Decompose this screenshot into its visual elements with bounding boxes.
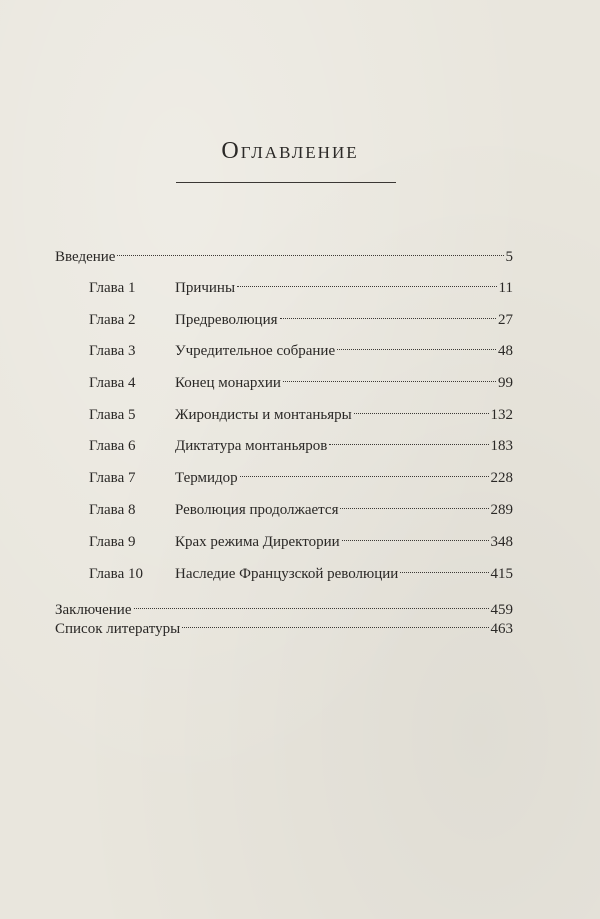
toc-entry-title: Жирондисты и монтаньяры xyxy=(175,407,352,423)
toc-entry-title: Термидор xyxy=(175,470,238,486)
toc-page-number: 99 xyxy=(498,375,513,391)
dot-leader xyxy=(237,272,497,292)
toc-entry-title: Учредительное собрание xyxy=(175,343,336,359)
chapter-label: Глава 2 xyxy=(89,312,136,328)
toc-page-number: 463 xyxy=(490,621,513,637)
dot-leader xyxy=(329,430,488,450)
toc-page-number: 459 xyxy=(490,602,513,618)
dot-leader xyxy=(337,335,496,355)
toc-page-number: 48 xyxy=(498,343,513,359)
toc-entry-title: Наследие Французской революции xyxy=(175,566,399,582)
toc-entry-title: Список литературы xyxy=(55,621,181,637)
toc-entry-title: Заключение xyxy=(55,602,132,618)
toc-entry-chapter-1[interactable] xyxy=(89,272,513,296)
toc-entry-chapter-6[interactable] xyxy=(89,430,513,454)
chapter-label: Глава 10 xyxy=(89,566,143,582)
toc-page-number: 289 xyxy=(490,502,513,518)
toc-entry-title: Крах режима Директории xyxy=(175,534,340,550)
toc-entry-chapter-5[interactable] xyxy=(89,399,513,423)
toc-entry-chapter-8[interactable] xyxy=(89,494,513,518)
chapter-label: Глава 7 xyxy=(89,470,136,486)
toc-entry-conclusion[interactable] xyxy=(55,594,513,618)
toc-entry-chapter-7[interactable] xyxy=(89,462,513,486)
dot-leader xyxy=(283,367,496,387)
dot-leader xyxy=(134,594,489,614)
toc-entry-title: Конец монархии xyxy=(175,375,281,391)
toc-page-number: 27 xyxy=(498,312,513,328)
toc-entry-chapter-3[interactable] xyxy=(89,335,513,359)
toc-entry-title: Революция продолжается xyxy=(175,502,339,518)
dot-leader xyxy=(340,494,488,514)
toc-page-number: 415 xyxy=(490,566,513,582)
toc-entry-bibliography[interactable] xyxy=(55,613,513,637)
chapter-label: Глава 1 xyxy=(89,280,136,296)
page-title: Оглавление xyxy=(221,138,359,164)
toc-entry-chapter-2[interactable] xyxy=(89,304,513,328)
chapter-label: Глава 8 xyxy=(89,502,136,518)
dot-leader xyxy=(117,241,503,261)
chapter-label: Глава 4 xyxy=(89,375,136,391)
chapter-label: Глава 6 xyxy=(89,438,136,454)
chapter-label: Глава 5 xyxy=(89,407,136,423)
toc-entry-chapter-10[interactable] xyxy=(89,558,513,582)
toc-entry-intro[interactable] xyxy=(55,241,513,265)
toc-page-number: 5 xyxy=(505,249,513,265)
dot-leader xyxy=(182,613,488,633)
toc-page-number: 132 xyxy=(490,407,513,423)
dot-leader xyxy=(240,462,489,482)
chapter-label: Глава 9 xyxy=(89,534,136,550)
dot-leader xyxy=(400,558,488,578)
toc-page-number: 183 xyxy=(490,438,513,454)
chapter-label: Глава 3 xyxy=(89,343,136,359)
toc-entry-chapter-4[interactable] xyxy=(89,367,513,391)
toc-page-number: 348 xyxy=(490,534,513,550)
toc-page-number: 11 xyxy=(498,280,513,296)
dot-leader xyxy=(342,526,489,546)
toc-entry-chapter-9[interactable] xyxy=(89,526,513,550)
toc-entry-title: Причины xyxy=(175,280,236,296)
toc-entry-title: Предреволюция xyxy=(175,312,278,328)
dot-leader xyxy=(354,399,489,419)
toc-entry-title: Введение xyxy=(55,249,116,265)
dot-leader xyxy=(280,304,496,324)
toc-entry-title: Диктатура монтаньяров xyxy=(175,438,328,454)
toc-page-number: 228 xyxy=(490,470,513,486)
